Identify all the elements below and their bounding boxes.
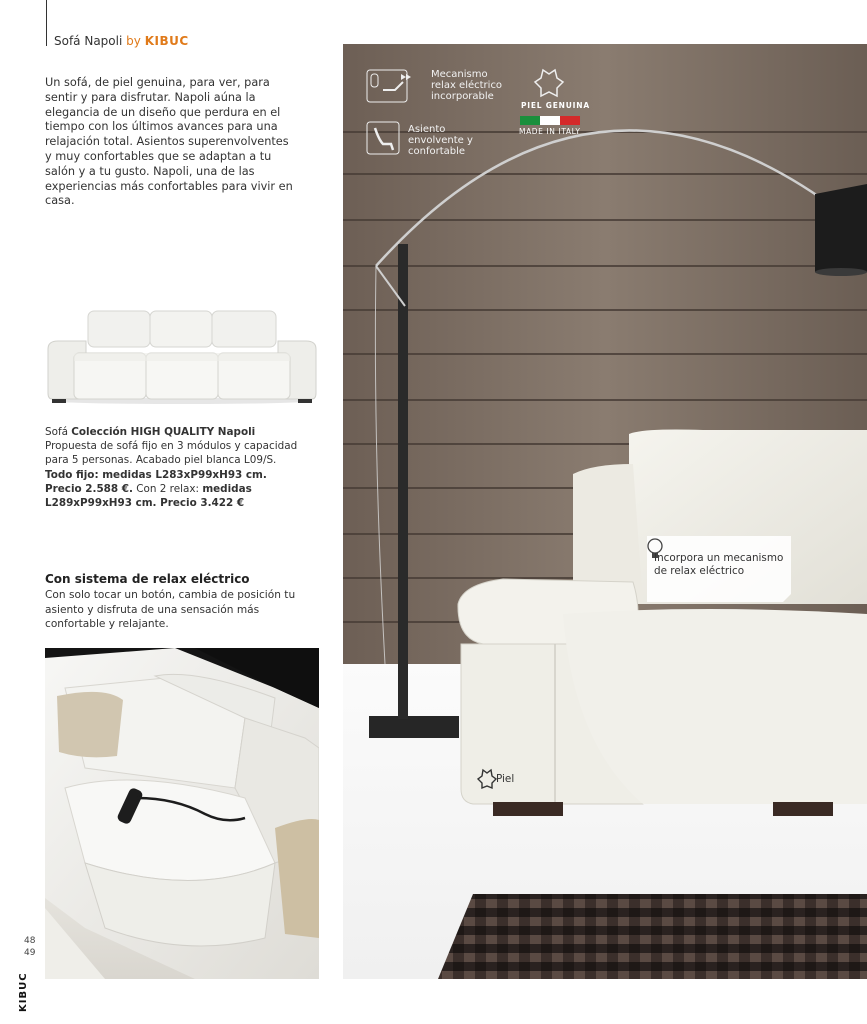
caption-part-1: Sofá bbox=[45, 426, 72, 438]
mechanism-label bbox=[431, 69, 502, 102]
mechanism-callout bbox=[654, 552, 804, 578]
callout-line-2: de relax eléctrico bbox=[654, 565, 745, 577]
mechanism-label-line-1: Mecanismo bbox=[431, 69, 488, 80]
recliner-detail-photo bbox=[45, 648, 319, 979]
caption-collection: Colección HIGH QUALITY Napoli bbox=[71, 426, 256, 438]
seat-label bbox=[408, 124, 473, 157]
page-title bbox=[54, 34, 189, 48]
seat-label-line-3: confortable bbox=[408, 146, 466, 157]
title-text: Sofá Napoli bbox=[54, 34, 123, 48]
header-rule bbox=[46, 0, 47, 46]
main-room-photo bbox=[343, 44, 867, 979]
seat-label-line-1: Asiento bbox=[408, 124, 446, 135]
caption-relax-price: medidas L289xP99xH93 cm. Precio 3.422 € bbox=[45, 482, 252, 510]
leather-label: Piel bbox=[496, 773, 515, 785]
seat-label-line-2: envolvente y bbox=[408, 135, 473, 146]
caption-part-3: Propuesta de sofá fijo en 3 módulos y capacidad para 5 personas. Acabado piel blanca L09/S. bbox=[45, 440, 298, 467]
sofa-thumbnail-image bbox=[44, 305, 320, 405]
callout-line-1: Incorpora un mecanismo bbox=[654, 552, 784, 564]
page-number-right: 49 bbox=[24, 948, 36, 958]
mechanism-label-line-3: incorporable bbox=[431, 91, 494, 102]
title-by: by bbox=[126, 34, 141, 48]
caption-fixed-price: Todo fijo: medidas L283xP99xH93 cm. Precio 2.588 €. bbox=[45, 468, 267, 495]
genuine-leather-badge: PIEL GENUINA bbox=[521, 101, 590, 110]
title-brand: KIBUC bbox=[144, 34, 189, 48]
relax-heading: Con sistema de relax eléctrico bbox=[45, 572, 250, 586]
product-caption bbox=[45, 425, 307, 510]
page-number-left: 48 bbox=[24, 936, 36, 946]
made-in-italy-label: MADE IN ITALY bbox=[519, 127, 581, 136]
mechanism-label-line-2: relax eléctrico bbox=[431, 80, 503, 91]
intro-paragraph: Un sofá, de piel genuina, para ver, para sentir y para disfrutar. Napoli aúna la elegancia de un diseño que perdura en el tiempo con los últimos avances para una relajación total. Asientos superenvolventes y muy confortables que se adaptan a tu salón y a tu gusto. Napoli, una de las experiencias más confortables para vivir en casa. bbox=[45, 76, 293, 208]
relax-paragraph: Con solo tocar un botón, cambia de posición tu asiento y disfruta de una sensación más confortable y relajante. bbox=[45, 589, 296, 631]
side-brand-logo: KIBUC bbox=[18, 972, 29, 1012]
caption-part-5: Con 2 relax: bbox=[132, 482, 203, 495]
